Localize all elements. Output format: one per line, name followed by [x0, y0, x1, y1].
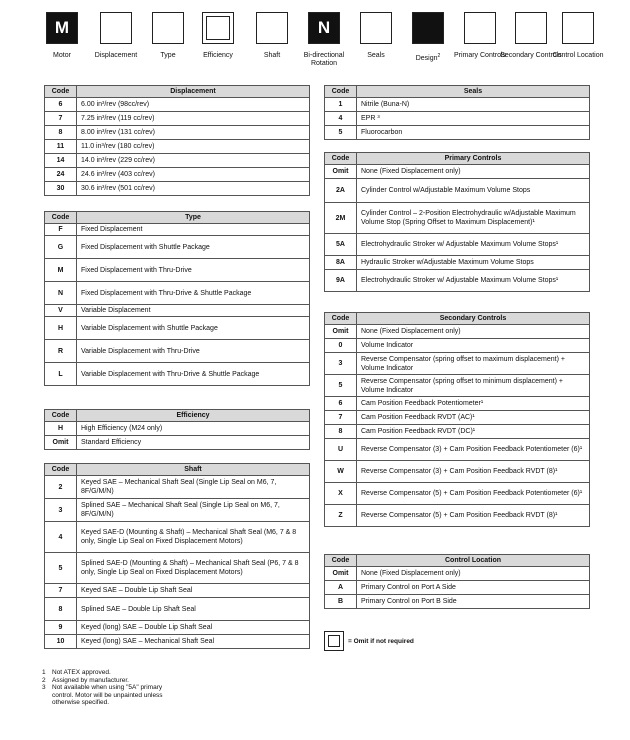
efficiency-column-header: Efficiency [77, 410, 310, 422]
footnote-text: Not available when using "5A" primary control. Motor will be unpainted unless otherwise specified. [52, 684, 163, 706]
table-row [325, 203, 590, 234]
description-cell: Cylinder Control w/Adjustable Maximum Volume Stops [357, 179, 590, 203]
label-displacement: Displacement [94, 52, 138, 59]
code-cell: 8 [45, 598, 77, 621]
table-row [325, 98, 590, 112]
table-row [45, 154, 310, 168]
description-cell: Electrohydraulic Stroker w/ Adjustable Maximum Volume Stops¹ [357, 234, 590, 256]
table-row [325, 112, 590, 126]
table-row [45, 422, 310, 436]
code-cell: 30 [45, 182, 77, 196]
seals-table [324, 85, 590, 140]
footnotes [42, 669, 182, 707]
code-cell: 5 [45, 553, 77, 584]
description-cell: Splined SAE-D (Mounting & Shaft) – Mechanical Shaft Seal (P6, 7 & 8 only, Single Lip Seal on Fixed Displacement Motors) [77, 553, 310, 584]
code-cell: 4 [325, 112, 357, 126]
description-cell: Nitrile (Buna-N) [357, 98, 590, 112]
description-cell: Reverse Compensator (5) + Cam Position Feedback Potentiometer (6)¹ [357, 483, 590, 505]
code-cell: H [45, 317, 77, 340]
table-row [45, 436, 310, 450]
code-box-secondary-controls [515, 12, 547, 44]
secondary-header-row [325, 313, 590, 325]
description-cell: Fixed Displacement with Shuttle Package [77, 236, 310, 259]
table-row [45, 168, 310, 182]
code-column-header: Code [45, 464, 77, 476]
code-cell: 7 [45, 584, 77, 598]
table-row [325, 179, 590, 203]
efficiency-table [44, 409, 310, 450]
code-cell: Z [325, 505, 357, 527]
code-cell: 1 [325, 98, 357, 112]
code-cell: 6 [45, 98, 77, 112]
control-location-table [324, 554, 590, 609]
description-cell: None (Fixed Displacement only) [357, 567, 590, 581]
efficiency-header-row [45, 410, 310, 422]
description-cell: Reverse Compensator (spring offset to minimum displacement) + Volume Indicator [357, 375, 590, 397]
code-cell: F [45, 224, 77, 236]
table-row [45, 224, 310, 236]
description-cell: Fixed Displacement [77, 224, 310, 236]
code-column-header: Code [45, 86, 77, 98]
table-row [325, 439, 590, 461]
code-cell: Omit [325, 165, 357, 179]
table-row [325, 339, 590, 353]
table-row [325, 270, 590, 292]
description-cell: Reverse Compensator (spring offset to maximum displacement) + Volume Indicator [357, 353, 590, 375]
description-cell: Cam Position Feedback RVDT (DC)¹ [357, 425, 590, 439]
label-shaft: Shaft [263, 52, 281, 59]
table-row [325, 397, 590, 411]
footnote-number: 2 [42, 676, 46, 684]
code-cell: 3 [325, 353, 357, 375]
description-cell: 6.00 in³/rev (98cc/rev) [77, 98, 310, 112]
description-cell: Keyed (long) SAE – Double Lip Shaft Seal [77, 621, 310, 635]
code-cell: 8 [45, 126, 77, 140]
model-code-header [0, 12, 630, 74]
displacement-column-header: Displacement [77, 86, 310, 98]
description-cell: Hydraulic Stroker w/Adjustable Maximum Volume Stops [357, 256, 590, 270]
table-row [45, 140, 310, 154]
code-cell: U [325, 439, 357, 461]
code-column-header: Code [325, 555, 357, 567]
table-row [45, 635, 310, 649]
code-cell: 9A [325, 270, 357, 292]
description-cell: None (Fixed Displacement only) [357, 325, 590, 339]
description-cell: 11.0 in³/rev (180 cc/rev) [77, 140, 310, 154]
code-column-header: Code [45, 410, 77, 422]
legend-text: = Omit if not required [348, 637, 414, 645]
footnote [42, 684, 182, 707]
description-cell: Fixed Displacement with Thru-Drive & Shuttle Package [77, 282, 310, 305]
description-cell: Cam Position Feedback RVDT (AC)¹ [357, 411, 590, 425]
shaft-header-row [45, 464, 310, 476]
displacement-table [44, 85, 310, 196]
description-cell: Primary Control on Port B Side [357, 595, 590, 609]
label-control-location: Control Location [552, 52, 604, 59]
code-cell: 8A [325, 256, 357, 270]
table-row [45, 340, 310, 363]
description-cell: Variable Displacement with Shuttle Package [77, 317, 310, 340]
description-cell: Keyed SAE-D (Mounting & Shaft) – Mechanical Shaft Seal (M6, 7 & 8 only, Single Lip Seal on Fixed Displacement Motors) [77, 522, 310, 553]
code-cell: 7 [45, 112, 77, 126]
displacement-header-row [45, 86, 310, 98]
footnote-text: Not ATEX approved. [52, 669, 111, 676]
code-cell: 5 [325, 126, 357, 140]
code-cell: V [45, 305, 77, 317]
table-row [45, 584, 310, 598]
shaft-column-header: Shaft [77, 464, 310, 476]
legend [324, 631, 414, 651]
description-cell: Cylinder Control – 2-Position Electrohydraulic w/Adjustable Maximum Volume Stop (Spring Offset to Maximum Displacement)¹ [357, 203, 590, 234]
description-cell: Splined SAE – Mechanical Shaft Seal (Single Lip Seal on M6, 7, 8F/G/M/N) [77, 499, 310, 522]
description-cell: High Efficiency (M24 only) [77, 422, 310, 436]
label-rotation: Bi-directional Rotation [303, 52, 345, 67]
code-cell: 10 [45, 635, 77, 649]
code-cell: 5A [325, 234, 357, 256]
primary-controls-table [324, 152, 590, 292]
code-cell: Omit [325, 325, 357, 339]
table-row [45, 476, 310, 499]
description-cell: Reverse Compensator (3) + Cam Position Feedback RVDT (8)¹ [357, 461, 590, 483]
code-cell: X [325, 483, 357, 505]
table-row [45, 598, 310, 621]
label-primary-controls: Primary Controls [453, 52, 507, 59]
footnote [42, 677, 182, 685]
code-cell: W [325, 461, 357, 483]
code-box-motor: M [46, 12, 78, 44]
code-cell: 14 [45, 154, 77, 168]
description-cell: Variable Displacement with Thru-Drive & Shuttle Package [77, 363, 310, 386]
description-cell: Fixed Displacement with Thru-Drive [77, 259, 310, 282]
description-cell: 24.6 in³/rev (403 cc/rev) [77, 168, 310, 182]
code-cell: 2 [45, 476, 77, 499]
footnote-number: 3 [42, 684, 46, 691]
table-row [45, 499, 310, 522]
code-cell: 5 [325, 375, 357, 397]
label-type: Type [160, 52, 176, 59]
table-row [325, 581, 590, 595]
description-cell: None (Fixed Displacement only) [357, 165, 590, 179]
description-cell: 14.0 in³/rev (229 cc/rev) [77, 154, 310, 168]
table-row [45, 522, 310, 553]
code-box-primary-controls [464, 12, 496, 44]
description-cell: Fluorocarbon [357, 126, 590, 140]
label-efficiency: Efficiency [203, 52, 233, 59]
shaft-table [44, 463, 310, 649]
type-header-row [45, 212, 310, 224]
description-cell: Variable Displacement [77, 305, 310, 317]
table-row [45, 259, 310, 282]
table-row [325, 425, 590, 439]
code-cell: M [45, 259, 77, 282]
code-cell: H [45, 422, 77, 436]
code-box-type [152, 12, 184, 44]
footnote-text: Assigned by manufacturer. [52, 676, 129, 684]
code-column-header: Code [325, 313, 357, 325]
code-cell: N [45, 282, 77, 305]
description-cell: Variable Displacement with Thru-Drive [77, 340, 310, 363]
table-row [45, 317, 310, 340]
description-cell: Primary Control on Port A Side [357, 581, 590, 595]
seals-header-row [325, 86, 590, 98]
type-table [44, 211, 310, 386]
code-cell: 0 [325, 339, 357, 353]
table-row [325, 165, 590, 179]
table-row [45, 182, 310, 196]
code-cell: 11 [45, 140, 77, 154]
code-box-control-location [562, 12, 594, 44]
table-row [325, 256, 590, 270]
table-row [45, 236, 310, 259]
type-column-header: Type [77, 212, 310, 224]
code-box-rotation: N [308, 12, 340, 44]
table-row [325, 234, 590, 256]
description-cell: Splined SAE – Double Lip Shaft Seal [77, 598, 310, 621]
code-cell: Omit [325, 567, 357, 581]
table-row [325, 505, 590, 527]
code-cell: 8 [325, 425, 357, 439]
description-cell: Keyed (long) SAE – Mechanical Shaft Seal [77, 635, 310, 649]
secondary-column-header: Secondary Controls [357, 313, 590, 325]
table-row [325, 325, 590, 339]
code-box-shaft [256, 12, 288, 44]
omit-box-icon [324, 631, 344, 651]
description-cell: Keyed SAE – Mechanical Shaft Seal (Single Lip Seal on M6, 7, 8F/G/M/N) [77, 476, 310, 499]
description-cell: Keyed SAE – Double Lip Shaft Seal [77, 584, 310, 598]
description-cell: Cam Position Feedback Potentiometer¹ [357, 397, 590, 411]
description-cell: Electrohydraulic Stroker w/ Adjustable Maximum Volume Stops¹ [357, 270, 590, 292]
code-cell: R [45, 340, 77, 363]
footnote [42, 669, 182, 677]
code-column-header: Code [45, 212, 77, 224]
description-cell: Standard Efficiency [77, 436, 310, 450]
table-row [325, 595, 590, 609]
label-design: Design$^2$ [415, 53, 441, 62]
description-cell: Reverse Compensator (3) + Cam Position Feedback Potentiometer (6)¹ [357, 439, 590, 461]
description-cell: 8.00 in³/rev (131 cc/rev) [77, 126, 310, 140]
code-column-header: Code [325, 86, 357, 98]
table-row [325, 375, 590, 397]
description-cell: EPR ³ [357, 112, 590, 126]
table-row [45, 621, 310, 635]
code-cell: 4 [45, 522, 77, 553]
description-cell: Reverse Compensator (5) + Cam Position Feedback RVDT (8)¹ [357, 505, 590, 527]
location-header-row [325, 555, 590, 567]
table-row [45, 112, 310, 126]
code-cell: 7 [325, 411, 357, 425]
code-cell: B [325, 595, 357, 609]
code-box-displacement [100, 12, 132, 44]
code-cell: 3 [45, 499, 77, 522]
secondary-controls-table [324, 312, 590, 527]
table-row [45, 282, 310, 305]
table-row [45, 305, 310, 317]
code-cell: L [45, 363, 77, 386]
seals-column-header: Seals [357, 86, 590, 98]
table-row [325, 126, 590, 140]
location-column-header: Control Location [357, 555, 590, 567]
code-box-design [412, 12, 444, 44]
footnote-number: 1 [42, 669, 46, 676]
label-seals: Seals [367, 52, 385, 59]
table-row [45, 98, 310, 112]
code-cell: 6 [325, 397, 357, 411]
code-box-seals [360, 12, 392, 44]
description-cell: 7.25 in³/rev (119 cc/rev) [77, 112, 310, 126]
primary-column-header: Primary Controls [357, 153, 590, 165]
code-cell: 2M [325, 203, 357, 234]
table-row [325, 567, 590, 581]
table-row [325, 411, 590, 425]
code-cell: 24 [45, 168, 77, 182]
code-cell: 2A [325, 179, 357, 203]
description-cell: Volume Indicator [357, 339, 590, 353]
code-column-header: Code [325, 153, 357, 165]
code-box-efficiency [202, 12, 234, 44]
table-row [325, 461, 590, 483]
description-cell: 30.6 in³/rev (501 cc/rev) [77, 182, 310, 196]
primary-header-row [325, 153, 590, 165]
table-row [45, 553, 310, 584]
table-row [325, 353, 590, 375]
table-row [325, 483, 590, 505]
label-secondary-controls: Secondary Controls [500, 52, 562, 59]
code-cell: Omit [45, 436, 77, 450]
label-motor: Motor [53, 52, 71, 59]
code-cell: G [45, 236, 77, 259]
code-cell: 9 [45, 621, 77, 635]
table-row [45, 363, 310, 386]
code-cell: A [325, 581, 357, 595]
table-row [45, 126, 310, 140]
